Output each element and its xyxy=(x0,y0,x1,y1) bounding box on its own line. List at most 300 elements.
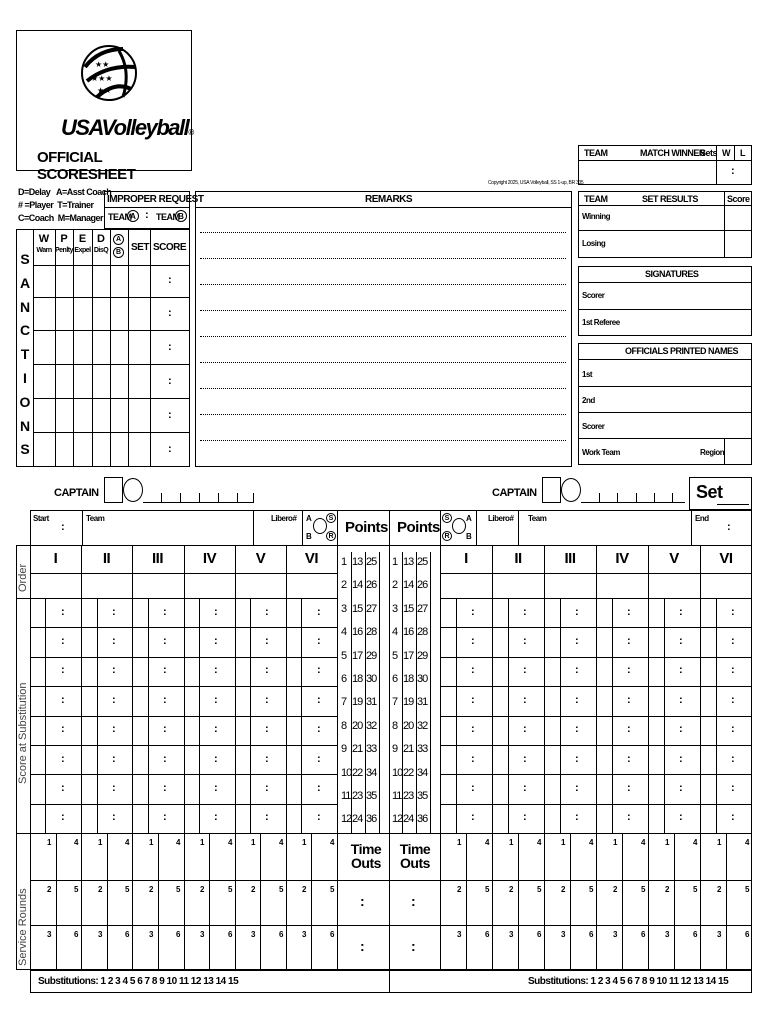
service-number: 6 xyxy=(641,930,645,939)
point-left[interactable]: 2 xyxy=(341,579,347,591)
service-number: 3 xyxy=(251,930,255,939)
point-right[interactable]: 25 xyxy=(417,556,428,568)
service-number: 2 xyxy=(47,885,51,894)
score-sub-colon: : xyxy=(163,606,167,618)
score-sub-colon: : xyxy=(627,811,631,823)
brand-volleyball: Volleyball xyxy=(101,115,189,140)
service-number: 5 xyxy=(485,885,489,894)
point-right[interactable]: 19 xyxy=(403,696,414,708)
set-label: Set xyxy=(696,482,723,502)
point-left[interactable]: 6 xyxy=(341,673,347,685)
service-rounds-side-label: Service Rounds xyxy=(17,888,29,966)
sanction-b-circle-icon: B xyxy=(113,247,124,258)
point-right[interactable]: 4 xyxy=(392,626,398,638)
point-right[interactable]: 30 xyxy=(417,673,428,685)
service-number: 5 xyxy=(641,885,645,894)
score-sub-colon: : xyxy=(214,753,218,765)
score-sub-colon: : xyxy=(731,811,735,823)
improper-team-b: TEAM xyxy=(156,212,180,222)
service-number: 6 xyxy=(485,930,489,939)
point-right[interactable]: 23 xyxy=(403,790,414,802)
point-left[interactable]: 33 xyxy=(366,743,377,755)
point-right[interactable]: 26 xyxy=(417,579,428,591)
score-sub-colon: : xyxy=(214,606,218,618)
score-sub-colon: : xyxy=(112,635,116,647)
point-left[interactable]: 23 xyxy=(352,790,363,802)
score-sub-colon: : xyxy=(731,664,735,676)
sanction-col-w: W Warn xyxy=(36,233,52,254)
point-right[interactable]: 20 xyxy=(403,720,414,732)
service-number: 1 xyxy=(717,838,721,847)
right-r-circle-icon: R xyxy=(442,531,452,541)
service-number: 5 xyxy=(74,885,78,894)
service-number: 1 xyxy=(665,838,669,847)
point-right[interactable]: 21 xyxy=(403,743,414,755)
improper-team-a: TEAM xyxy=(108,212,132,222)
score-sub-colon: : xyxy=(265,635,269,647)
service-number: 4 xyxy=(745,838,749,847)
score-sub-colon: : xyxy=(679,723,683,735)
service-number: 6 xyxy=(693,930,697,939)
point-left[interactable]: 12 xyxy=(341,813,352,825)
score-sub-colon: : xyxy=(61,811,65,823)
score-sub-colon: : xyxy=(627,664,631,676)
score-sub-colon: : xyxy=(163,753,167,765)
position-right-2: II xyxy=(514,550,522,567)
mw-sets-label: Sets xyxy=(700,148,718,158)
sanction-col-p: P Penlty xyxy=(55,233,74,254)
point-left[interactable]: 3 xyxy=(341,603,347,615)
point-right[interactable]: 8 xyxy=(392,720,398,732)
brand-usa: USA xyxy=(61,115,102,140)
score-sub-colon: : xyxy=(265,694,269,706)
service-number: 1 xyxy=(200,838,204,847)
signatures-title: SIGNATURES xyxy=(645,269,699,279)
point-left[interactable]: 27 xyxy=(366,603,377,615)
score-sub-colon: : xyxy=(61,782,65,794)
point-right[interactable]: 7 xyxy=(392,696,398,708)
score-sub-colon: : xyxy=(163,723,167,735)
score-sub-colon: : xyxy=(61,753,65,765)
service-number: 5 xyxy=(125,885,129,894)
score-sub-colon: : xyxy=(265,811,269,823)
service-number: 5 xyxy=(745,885,749,894)
point-left[interactable]: 32 xyxy=(366,720,377,732)
officials-title: OFFICIALS PRINTED NAMES xyxy=(625,346,739,356)
score-sub-colon: : xyxy=(163,664,167,676)
service-number: 4 xyxy=(279,838,283,847)
timeouts-right-label: Time Outs xyxy=(399,841,431,871)
sanction-letter: S xyxy=(20,441,30,458)
off-work-team-label: Work Team xyxy=(582,448,620,457)
position-right-4: IV xyxy=(615,550,629,567)
order-side-label: Order xyxy=(17,563,29,592)
point-left[interactable]: 34 xyxy=(366,767,377,779)
service-number: 3 xyxy=(200,930,204,939)
score-sub-colon: : xyxy=(471,635,475,647)
service-number: 6 xyxy=(589,930,593,939)
score-sub-colon: : xyxy=(679,753,683,765)
service-number: 3 xyxy=(47,930,51,939)
service-number: 2 xyxy=(561,885,565,894)
score-sub-colon: : xyxy=(265,606,269,618)
score-sub-colon: : xyxy=(523,606,527,618)
service-number: 5 xyxy=(176,885,180,894)
service-number: 5 xyxy=(228,885,232,894)
point-right[interactable]: 9 xyxy=(392,743,398,755)
service-number: 4 xyxy=(693,838,697,847)
score-sub-colon: : xyxy=(214,664,218,676)
point-left[interactable]: 18 xyxy=(352,673,363,685)
copyright: Copyright 2025, USA Volleyball, SS 1-up, BR 335 xyxy=(488,180,584,186)
service-number: 6 xyxy=(176,930,180,939)
point-left[interactable]: 4 xyxy=(341,626,347,638)
score-sub-colon: : xyxy=(214,694,218,706)
point-right[interactable]: 3 xyxy=(392,603,398,615)
service-number: 2 xyxy=(149,885,153,894)
point-right[interactable]: 27 xyxy=(417,603,428,615)
score-sub-colon: : xyxy=(61,723,65,735)
sanction-letter: A xyxy=(19,274,31,291)
point-left[interactable]: 30 xyxy=(366,673,377,685)
right-libero-label: Libero# xyxy=(488,514,514,523)
score-sub-colon: : xyxy=(471,723,475,735)
point-right[interactable]: 34 xyxy=(417,767,428,779)
left-r-circle-icon: R xyxy=(326,531,336,541)
service-number: 2 xyxy=(509,885,513,894)
service-number: 4 xyxy=(589,838,593,847)
score-sub-colon: : xyxy=(523,694,527,706)
score-sub-colon: : xyxy=(61,635,65,647)
score-sub-colon: : xyxy=(575,664,579,676)
sanction-set-label: SET xyxy=(131,242,149,253)
point-right[interactable]: 17 xyxy=(403,650,414,662)
legend-line-2: # =Player T=Trainer xyxy=(18,200,94,210)
left-libero-label: Libero# xyxy=(271,514,297,523)
sheet-title: OFFICIAL SCORESHEET xyxy=(37,149,136,183)
point-right[interactable]: 13 xyxy=(403,556,414,568)
score-sub-colon: : xyxy=(731,753,735,765)
point-left[interactable]: 11 xyxy=(341,790,351,802)
point-left[interactable]: 8 xyxy=(341,720,347,732)
service-number: 4 xyxy=(176,838,180,847)
score-sub-colon: : xyxy=(265,723,269,735)
point-right[interactable]: 32 xyxy=(417,720,428,732)
score-sub-colon: : xyxy=(317,782,321,794)
service-number: 6 xyxy=(279,930,283,939)
timeouts-left-label: Time Outs xyxy=(350,841,382,871)
score-sub-colon: : xyxy=(627,753,631,765)
score-sub-colon: : xyxy=(163,811,167,823)
brand-logo: USAVolleyball® xyxy=(61,115,193,140)
sr-team-label: TEAM xyxy=(584,194,608,204)
mw-w-label: W xyxy=(722,148,730,158)
service-number: 6 xyxy=(330,930,334,939)
position-right-5: V xyxy=(669,550,679,567)
service-number: 4 xyxy=(330,838,334,847)
point-right[interactable]: 33 xyxy=(417,743,428,755)
sanction-col-e: E Expel xyxy=(74,233,91,254)
captain-left-square[interactable] xyxy=(104,477,123,503)
team-a-circle-icon: A xyxy=(127,210,139,222)
score-sub-colon: : xyxy=(679,635,683,647)
score-sub-colon: : xyxy=(575,723,579,735)
service-number: 3 xyxy=(149,930,153,939)
service-number: 4 xyxy=(537,838,541,847)
service-number: 2 xyxy=(98,885,102,894)
service-number: 2 xyxy=(200,885,204,894)
scoring-table xyxy=(30,510,752,970)
score-sub-colon: : xyxy=(317,723,321,735)
point-right[interactable]: 14 xyxy=(403,579,414,591)
sanction-letter: N xyxy=(19,298,31,315)
off-second-label: 2nd xyxy=(582,396,595,405)
point-right[interactable]: 2 xyxy=(392,579,398,591)
score-sub-colon: : xyxy=(523,753,527,765)
point-right[interactable]: 35 xyxy=(417,790,428,802)
svg-text:★★: ★★ xyxy=(97,86,112,95)
score-sub-colon: : xyxy=(112,694,116,706)
sanctions-letters xyxy=(19,248,31,462)
position-left-3: III xyxy=(151,550,163,567)
score-sub-colon: : xyxy=(575,694,579,706)
service-number: 3 xyxy=(665,930,669,939)
legend-line-1: D=Delay A=Asst Coach xyxy=(18,187,112,197)
point-left[interactable]: 21 xyxy=(352,743,363,755)
score-sub-colon: : xyxy=(679,782,683,794)
point-left[interactable]: 15 xyxy=(352,603,363,615)
position-left-1: I xyxy=(53,550,58,567)
position-left-5: V xyxy=(255,550,266,567)
captain-right-label: CAPTAIN xyxy=(492,487,537,499)
service-number: 3 xyxy=(302,930,306,939)
service-number: 3 xyxy=(509,930,513,939)
service-number: 1 xyxy=(613,838,617,847)
point-right[interactable]: 11 xyxy=(392,790,402,802)
volleyball-logo-icon xyxy=(79,37,139,117)
service-number: 1 xyxy=(302,838,306,847)
score-sub-colon: : xyxy=(163,635,167,647)
captain-right-square[interactable] xyxy=(542,477,561,503)
score-sub-colon: : xyxy=(523,635,527,647)
right-b-label: B xyxy=(466,532,472,541)
point-left[interactable]: 10 xyxy=(341,767,352,779)
position-right-1: I xyxy=(464,550,468,567)
left-s-circle-icon: S xyxy=(326,513,336,523)
score-sub-colon: : xyxy=(317,694,321,706)
sanction-col-d: D DisQ xyxy=(93,233,109,254)
substitutions-left: Substitutions: 1 2 3 4 5 6 7 8 9 10 11 12 13 14 15 xyxy=(38,976,239,987)
score-sub-colon: : xyxy=(317,635,321,647)
score-sub-colon: : xyxy=(679,694,683,706)
point-left[interactable]: 35 xyxy=(366,790,377,802)
substitutions-right: Substitutions: 1 2 3 4 5 6 7 8 9 10 11 12 13 14 15 xyxy=(528,976,729,987)
service-number: 1 xyxy=(561,838,565,847)
point-left[interactable]: 22 xyxy=(352,767,363,779)
score-sub-colon: : xyxy=(61,606,65,618)
off-scorer-label: Scorer xyxy=(582,422,605,431)
improper-title: IMPROPER REQUEST xyxy=(107,194,204,205)
sanction-score-label: SCORE xyxy=(153,242,187,253)
service-number: 1 xyxy=(251,838,255,847)
score-sub-colon: : xyxy=(731,606,735,618)
point-right[interactable]: 24 xyxy=(403,813,414,825)
point-right[interactable]: 1 xyxy=(392,556,398,568)
sig-scorer-label: Scorer xyxy=(582,291,605,300)
svg-text:★★: ★★ xyxy=(95,60,110,69)
service-number: 1 xyxy=(149,838,153,847)
officials-box xyxy=(578,343,752,465)
sr-losing-label: Losing xyxy=(582,239,606,248)
point-left[interactable]: 19 xyxy=(352,696,363,708)
score-sub-colon: : xyxy=(575,753,579,765)
score-sub-colon: : xyxy=(575,635,579,647)
score-sub-colon: : xyxy=(317,664,321,676)
svg-text:★★★: ★★★ xyxy=(91,74,113,83)
score-sub-colon: : xyxy=(627,782,631,794)
score-sub-colon: : xyxy=(575,782,579,794)
service-number: 3 xyxy=(613,930,617,939)
service-number: 5 xyxy=(537,885,541,894)
point-left[interactable]: 14 xyxy=(352,579,363,591)
position-left-2: II xyxy=(102,550,111,567)
captain-left-circle[interactable] xyxy=(123,478,143,502)
service-number: 2 xyxy=(613,885,617,894)
point-left[interactable]: 29 xyxy=(366,650,377,662)
point-right[interactable]: 6 xyxy=(392,673,398,685)
point-left[interactable]: 31 xyxy=(366,696,377,708)
legend-line-3: C=Coach M=Manager xyxy=(18,213,104,223)
point-right[interactable]: 16 xyxy=(403,626,414,638)
point-right[interactable]: 29 xyxy=(417,650,428,662)
service-number: 3 xyxy=(561,930,565,939)
point-left[interactable]: 17 xyxy=(352,650,363,662)
point-right[interactable]: 5 xyxy=(392,650,398,662)
left-a-label: A xyxy=(306,514,312,523)
point-left[interactable]: 25 xyxy=(366,556,377,568)
score-sub-colon: : xyxy=(471,753,475,765)
point-left[interactable]: 16 xyxy=(352,626,363,638)
point-right[interactable]: 28 xyxy=(417,626,428,638)
score-sub-colon: : xyxy=(112,606,116,618)
right-s-circle-icon: S xyxy=(442,513,452,523)
point-right[interactable]: 10 xyxy=(392,767,403,779)
score-sub-colon: : xyxy=(471,811,475,823)
score-at-sub-side-label: Score at Substitution xyxy=(17,682,29,784)
score-sub-colon: : xyxy=(679,811,683,823)
team-b-circle-icon: B xyxy=(175,210,187,222)
service-number: 4 xyxy=(125,838,129,847)
score-sub-colon: : xyxy=(627,694,631,706)
position-left-6: VI xyxy=(304,550,319,567)
score-sub-colon: : xyxy=(214,811,218,823)
point-left[interactable]: 28 xyxy=(366,626,377,638)
point-left[interactable]: 13 xyxy=(352,556,363,568)
mw-winner-label: MATCH WINNER xyxy=(640,148,705,158)
score-sub-colon: : xyxy=(265,664,269,676)
service-number: 5 xyxy=(330,885,334,894)
service-number: 5 xyxy=(693,885,697,894)
service-number: 6 xyxy=(228,930,232,939)
left-ab-circle xyxy=(313,518,327,534)
service-number: 3 xyxy=(457,930,461,939)
score-sub-colon: : xyxy=(627,606,631,618)
position-right-3: III xyxy=(564,550,576,567)
score-sub-colon: : xyxy=(731,635,735,647)
off-region-label: Region xyxy=(700,448,725,457)
left-start-label: Start xyxy=(33,514,49,523)
service-number: 1 xyxy=(47,838,51,847)
service-number: 4 xyxy=(74,838,78,847)
point-left[interactable]: 1 xyxy=(341,556,347,568)
score-sub-colon: : xyxy=(112,664,116,676)
score-sub-colon: : xyxy=(523,782,527,794)
point-left[interactable]: 26 xyxy=(366,579,377,591)
score-sub-colon: : xyxy=(731,694,735,706)
sanction-letter: O xyxy=(19,393,31,410)
score-sub-colon: : xyxy=(471,694,475,706)
point-left[interactable]: 5 xyxy=(341,650,347,662)
right-a-label: A xyxy=(466,514,472,523)
position-right-6: VI xyxy=(719,550,733,567)
point-right[interactable]: 15 xyxy=(403,603,414,615)
score-sub-colon: : xyxy=(214,782,218,794)
service-number: 3 xyxy=(98,930,102,939)
sig-referee-label: 1st Referee xyxy=(582,318,620,327)
point-left[interactable]: 24 xyxy=(352,813,363,825)
service-number: 2 xyxy=(457,885,461,894)
point-right[interactable]: 12 xyxy=(392,813,403,825)
service-number: 4 xyxy=(641,838,645,847)
score-sub-colon: : xyxy=(627,723,631,735)
score-sub-colon: : xyxy=(265,753,269,765)
service-number: 6 xyxy=(537,930,541,939)
point-left[interactable]: 20 xyxy=(352,720,363,732)
point-right[interactable]: 36 xyxy=(417,813,428,825)
right-ab-circle xyxy=(452,518,466,534)
point-left[interactable]: 36 xyxy=(366,813,377,825)
score-sub-colon: : xyxy=(112,811,116,823)
point-left[interactable]: 7 xyxy=(341,696,347,708)
score-sub-colon: : xyxy=(471,664,475,676)
score-sub-colon: : xyxy=(317,606,321,618)
point-right[interactable]: 31 xyxy=(417,696,428,708)
score-sub-colon: : xyxy=(112,723,116,735)
score-sub-colon: : xyxy=(317,753,321,765)
point-right[interactable]: 18 xyxy=(403,673,414,685)
sanction-letter: I xyxy=(23,369,27,386)
point-right[interactable]: 22 xyxy=(403,767,414,779)
score-sub-colon: : xyxy=(731,723,735,735)
sanction-letter: T xyxy=(20,346,30,363)
sanction-letter: S xyxy=(20,251,30,267)
score-sub-colon: : xyxy=(214,635,218,647)
service-number: 2 xyxy=(665,885,669,894)
sr-score-label: Score xyxy=(727,194,750,204)
score-sub-colon: : xyxy=(523,811,527,823)
service-number: 4 xyxy=(485,838,489,847)
position-left-4: IV xyxy=(202,550,217,567)
point-left[interactable]: 9 xyxy=(341,743,347,755)
score-sub-colon: : xyxy=(523,723,527,735)
service-number: 1 xyxy=(98,838,102,847)
score-sub-colon: : xyxy=(575,606,579,618)
captain-right-circle[interactable] xyxy=(561,478,581,502)
score-sub-colon: : xyxy=(731,782,735,794)
score-sub-colon: : xyxy=(112,753,116,765)
right-end-label: End xyxy=(695,514,709,523)
right-team-label: Team xyxy=(528,514,547,523)
